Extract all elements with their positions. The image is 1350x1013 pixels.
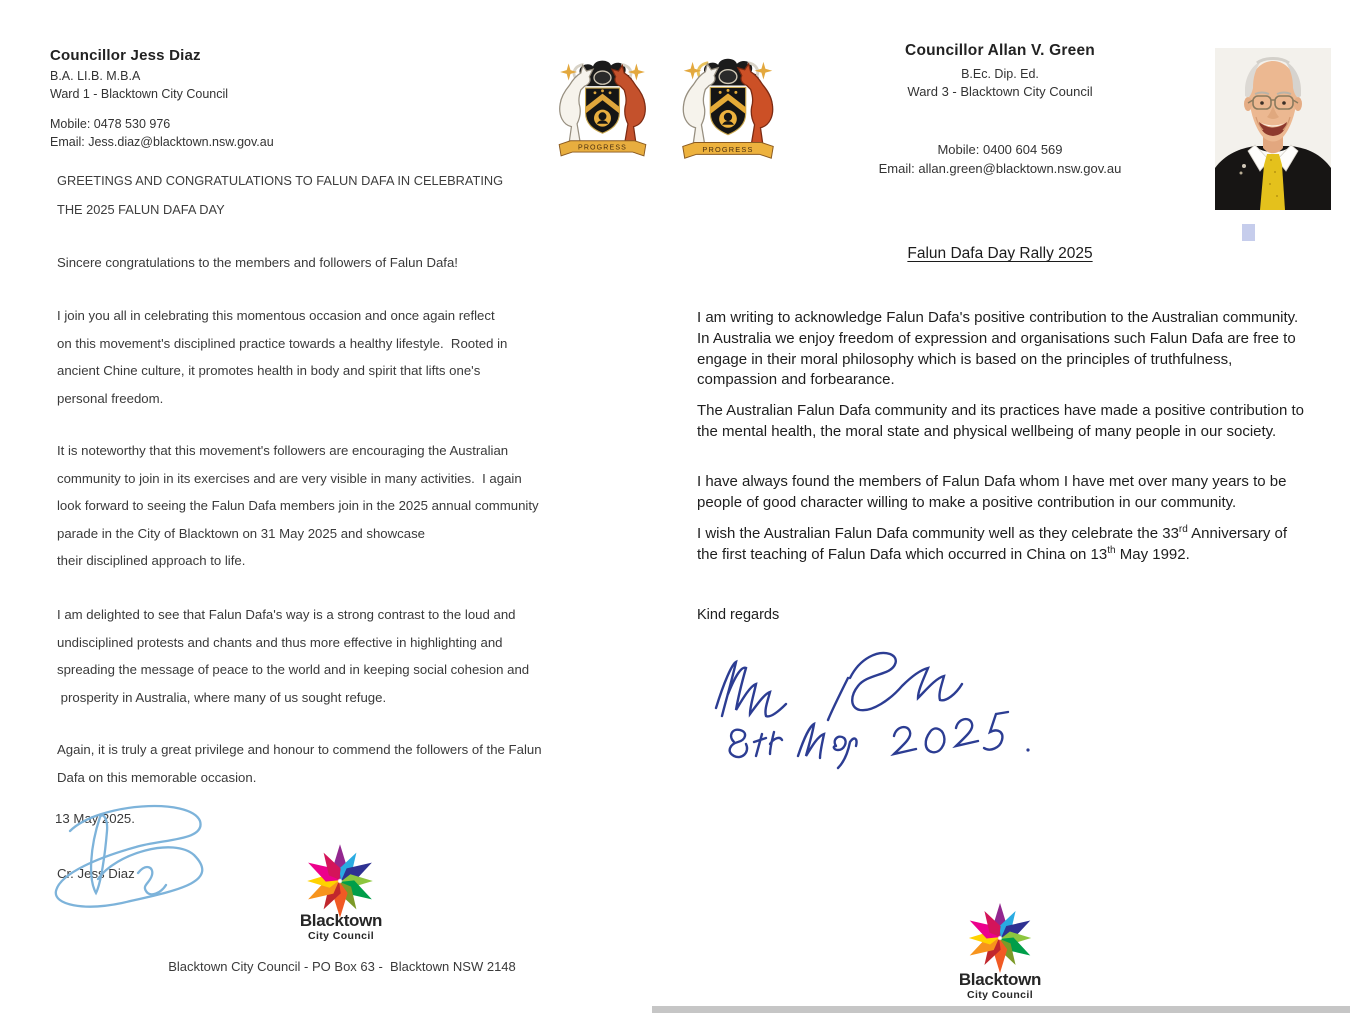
left-logo-wordmark	[281, 912, 401, 942]
p4-text: May 1992.	[1115, 545, 1190, 563]
crest-motto: PROGRESS	[578, 144, 627, 152]
blacktown-star-logo-icon	[300, 841, 380, 921]
crest-motto: PROGRESS	[702, 144, 754, 154]
scan-artifact-mark	[1242, 224, 1255, 241]
left-paragraph-4: I am delighted to see that Falun Dafa's way is a strong contrast to the loud and undisciplined protests and chants and thus more effective in highlighting and spreading the message of peace to the world and in keeping social cohesion and prosperity in Australia, where many of us sought refuge.	[57, 607, 530, 705]
ordinal-sup: th	[1107, 544, 1116, 556]
left-councillor-name: Councillor Jess Diaz	[50, 47, 201, 64]
right-signoff: Kind regards	[697, 607, 780, 623]
left-email: Email: Jess.diaz@blacktown.nsw.gov.au	[50, 134, 274, 149]
left-letterhead	[50, 48, 228, 104]
ordinal-sup: rd	[1178, 524, 1188, 535]
right-contact-block	[790, 141, 1210, 178]
p4-text: Anniversary of the first teaching of Falun Dafa which occurred in China on 13	[697, 525, 1288, 563]
left-subject: GREETINGS AND CONGRATULATIONS TO FALUN DAFA IN CELEBRATING THE 2025 FALUN DAFA DAY	[57, 173, 504, 217]
left-paragraph-2: I join you all in celebrating this momentous occasion and once again reflect on this movement's disciplined practice towards a healthy lifestyle. Rooted in ancient Chine culture, it promotes health in body and spirit that lifts one's personal freedom.	[57, 308, 508, 406]
left-contact-block	[50, 116, 274, 151]
left-paragraph-5: Again, it is truly a great privilege and honour to commend the followers of the Falun Dafa on this memorable occasion.	[57, 742, 542, 785]
right-letterhead	[790, 42, 1210, 99]
left-qualifications: B.A. LI.B. M.B.A	[50, 69, 141, 83]
logo-sub: City Council	[966, 989, 1034, 1001]
right-letter-title: Falun Dafa Day Rally 2025	[907, 245, 1093, 262]
logo-sub: City Council	[307, 930, 375, 942]
left-signer-name: Cr. Jess Diaz	[57, 866, 135, 881]
logo-name: Blacktown	[958, 970, 1042, 989]
left-date: 13 May 2025.	[55, 811, 135, 826]
right-paragraph-4	[697, 524, 1311, 566]
scan-edge-strip	[652, 1006, 1350, 1013]
left-footer: Blacktown City Council - PO Box 63 - Blacktown NSW 2148	[168, 959, 516, 974]
logo-name: Blacktown	[299, 911, 383, 930]
councillor-portrait-photo	[1215, 48, 1331, 210]
right-email: Email: allan.green@blacktown.nsw.gov.au	[878, 160, 1122, 176]
blacktown-crest-icon	[668, 52, 788, 174]
left-mobile: Mobile: 0478 530 976	[50, 117, 171, 131]
right-mobile: Mobile: 0400 604 569	[937, 142, 1063, 157]
right-councillor-name: Councillor Allan V. Green	[905, 42, 1095, 59]
right-logo-wordmark	[940, 971, 1060, 1001]
left-paragraph-3: It is noteworthy that this movement's followers are encouraging the Australian community to join in its exercises and are very visible in many activities. I again look forward to seeing the Falun Dafa members join in the 2025 annual community parade in the City of Blacktown on 31 May 2025 and showcase their disciplined approach to life.	[57, 443, 539, 568]
blacktown-star-logo-icon	[962, 900, 1038, 976]
right-paragraph-3: I have always found the members of Falun Dafa whom I have met over many years to be people of good character willing to make a positive contribution in our community.	[697, 473, 1287, 511]
blacktown-crest-icon	[546, 54, 659, 171]
right-paragraph-1: I am writing to acknowledge Falun Dafa's positive contribution to the Australian community. In Australia we enjoy freedom of expression and organisations such Falun Dafa are free to engage in their moral philosophy which is based on the principles of truthfulness, compassion and forbearance.	[697, 309, 1299, 389]
right-qualifications: B.Ec. Dip. Ed.	[961, 67, 1039, 81]
right-ward: Ward 3 - Blacktown City Council	[907, 84, 1093, 99]
right-paragraph-2: The Australian Falun Dafa community and its practices have made a positive contribution to the mental health, the moral state and physical wellbeing of many people in our society.	[697, 402, 1304, 440]
left-ward: Ward 1 - Blacktown City Council	[50, 87, 229, 101]
left-paragraph-1: Sincere congratulations to the members and followers of Falun Dafa!	[57, 255, 458, 270]
diaz-signature-icon	[40, 795, 255, 913]
green-signature-icon	[698, 636, 1078, 776]
p4-text: I wish the Australian Falun Dafa community well as they celebrate the 33	[697, 525, 1179, 542]
